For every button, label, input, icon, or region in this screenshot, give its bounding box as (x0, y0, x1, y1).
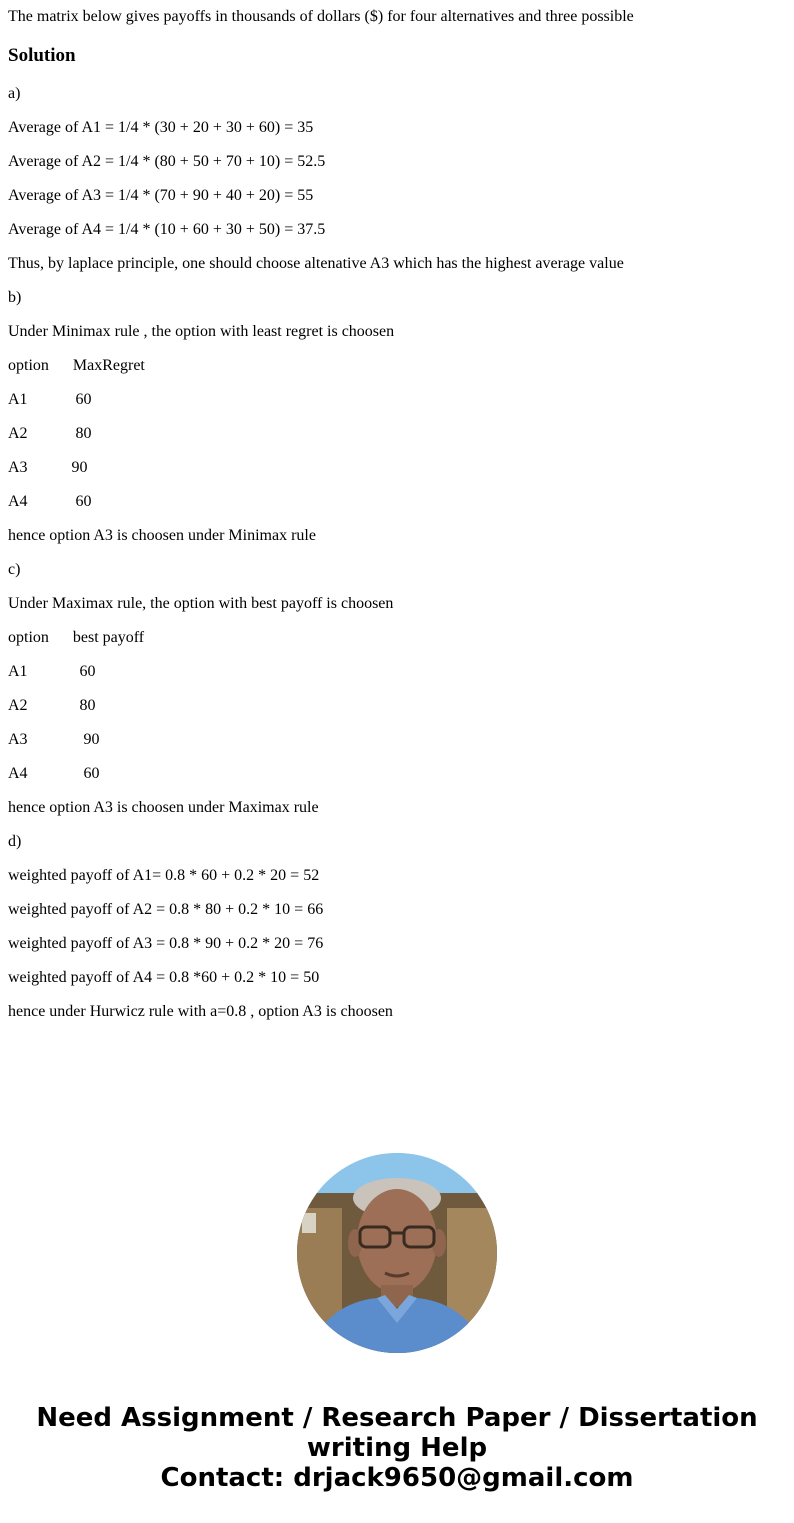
intro-text: The matrix below gives payoffs in thousands of dollars ($) for four alternatives and three possible (8, 8, 634, 25)
solution-line: weighted payoff of A4 = 0.8 *60 + 0.2 * 10 = 50 (8, 969, 320, 986)
solution-line: A4 60 (8, 493, 92, 510)
solution-line: A2 80 (8, 697, 96, 714)
solution-line: a) (8, 85, 21, 102)
solution-line: hence under Hurwicz rule with a=0.8 , option A3 is choosen (8, 1003, 393, 1020)
solution-line: A2 80 (8, 425, 92, 442)
solution-line: Average of A2 = 1/4 * (80 + 50 + 70 + 10) = 52.5 (8, 153, 326, 170)
solution-lines (8, 85, 624, 1037)
solution-line: Under Maximax rule, the option with best payoff is choosen (8, 595, 394, 612)
banner-contact-line: Contact: drjack9650@gmail.com (160, 1463, 634, 1493)
solution-heading: Solution (8, 45, 76, 66)
solution-line: A1 60 (8, 391, 92, 408)
solution-line: hence option A3 is choosen under Maximax rule (8, 799, 319, 816)
contact-banner (0, 1403, 794, 1493)
solution-line: b) (8, 289, 22, 306)
portrait-image (297, 1153, 497, 1353)
banner-line-1: Need Assignment / Research Paper / Dissertation (36, 1403, 758, 1433)
solution-line: Average of A3 = 1/4 * (70 + 90 + 40 + 20) = 55 (8, 187, 314, 204)
author-photo (297, 1153, 497, 1353)
solution-line: Average of A1 = 1/4 * (30 + 20 + 30 + 60) = 35 (8, 119, 314, 136)
solution-line: weighted payoff of A1= 0.8 * 60 + 0.2 * 20 = 52 (8, 867, 320, 884)
solution-line: hence option A3 is choosen under Minimax rule (8, 527, 316, 544)
solution-line: A4 60 (8, 765, 100, 782)
solution-line: A3 90 (8, 459, 88, 476)
solution-line: Under Minimax rule , the option with least regret is choosen (8, 323, 395, 340)
solution-line: Average of A4 = 1/4 * (10 + 60 + 30 + 50) = 37.5 (8, 221, 326, 238)
solution-line: option best payoff (8, 629, 145, 646)
solution-line: d) (8, 833, 22, 850)
solution-line: A3 90 (8, 731, 100, 748)
banner-line-2: writing Help (306, 1433, 488, 1463)
solution-line: option MaxRegret (8, 357, 145, 374)
solution-line: c) (8, 561, 21, 578)
solution-line: Thus, by laplace principle, one should choose altenative A3 which has the highest average value (8, 255, 624, 272)
solution-line: weighted payoff of A3 = 0.8 * 90 + 0.2 * 20 = 76 (8, 935, 324, 952)
solution-line: A1 60 (8, 663, 96, 680)
solution-line: weighted payoff of A2 = 0.8 * 80 + 0.2 * 10 = 66 (8, 901, 324, 918)
